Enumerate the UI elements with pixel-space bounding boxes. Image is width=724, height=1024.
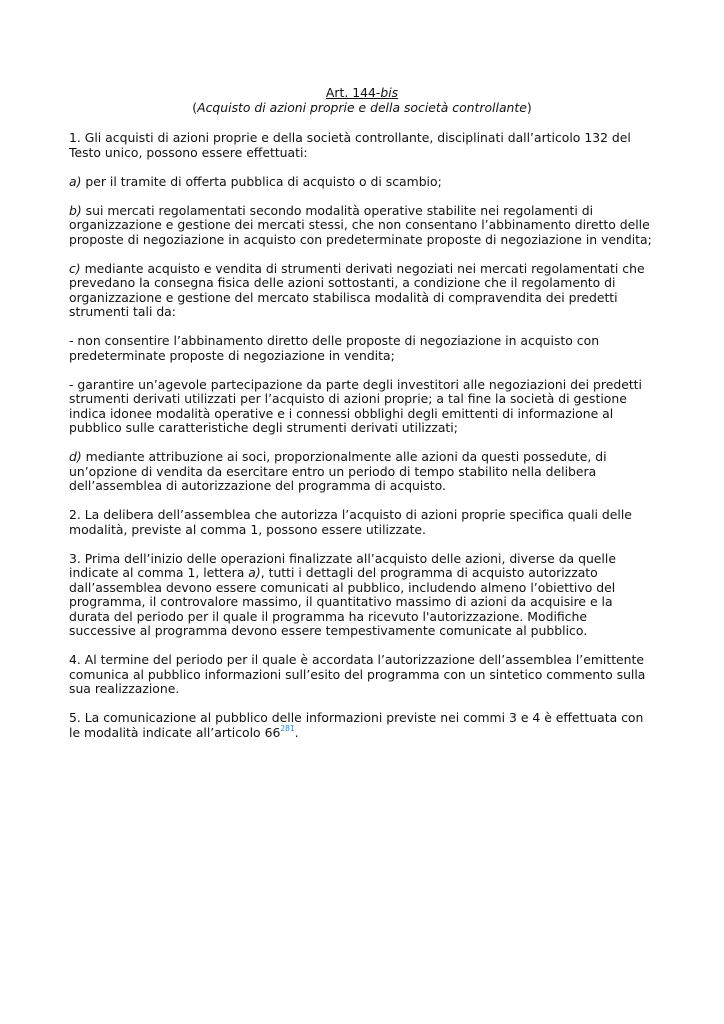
paragraph-5-end: . xyxy=(294,724,299,740)
item-b xyxy=(69,204,655,248)
paragraph-3-letter: a) xyxy=(248,565,261,580)
article-number: Art. 144- xyxy=(325,85,381,100)
paragraph-5 xyxy=(69,711,655,740)
item-d-label: d) xyxy=(69,449,82,464)
subtitle-text: Acquisto di azioni proprie e della società controllante xyxy=(197,99,527,115)
paragraph-3-start: 3. Prima dell’inizio delle operazioni finalizzate all’acquisto delle azioni, diverse da quelle indicate al comma 1, lettera xyxy=(69,550,616,580)
paragraph-2: 2. La delibera dell’assemblea che autorizza l’acquisto di azioni proprie specifica quali delle modalità, previste al comma 1, possono essere utilizzate. xyxy=(69,507,632,537)
item-d-text: mediante attribuzione ai soci, proporzionalmente alle azioni da questi possedute, di un’opzione di vendita da esercitare entro un periodo di tempo stabilito nella delibera dell’assemblea di autorizzazione del programma di acquisto. xyxy=(69,449,607,493)
paragraph-5-text: 5. La comunicazione al pubblico delle informazioni previste nei commi 3 e 4 è effettuata con le modalità indicate all’articolo 66 xyxy=(69,710,644,740)
article-suffix: bis xyxy=(380,85,399,100)
subtitle-close-paren: ) xyxy=(526,99,532,115)
article-header xyxy=(69,86,655,115)
article-subtitle xyxy=(69,101,655,116)
item-c-text: mediante acquisto e vendita di strumenti derivati negoziati nei mercati regolamentati che prevedano la consegna fisica delle azioni sottostanti, a condizione che il regolamento di organizzazione e gestione del mercato stabilisca modalità di compravendita dei predetti strumenti tali da: xyxy=(69,260,645,319)
document-page xyxy=(69,86,655,755)
item-a-label: a) xyxy=(69,173,82,189)
item-a xyxy=(69,175,655,190)
item-b-text: sui mercati regolamentati secondo modalità operative stabilite nei regolamenti di organizzazione e gestione dei mercati stessi, che non consentano l’abbinamento diretto delle proposte di negoziazione in acquisto con predeterminate proposte di negoziazione in vendita; xyxy=(69,202,652,247)
subtitle-open-paren: ( xyxy=(192,99,198,115)
item-c-label: c) xyxy=(69,260,81,276)
paragraph-4: 4. Al termine del periodo per il quale è accordata l’autorizzazione dell’assemblea l’emittente comunica al pubblico informazioni sull’esito del programma con un sintetico commento sulla sua realizzazione. xyxy=(69,652,646,696)
footnote-link[interactable]: 281 xyxy=(280,723,295,733)
paragraph-3 xyxy=(69,552,655,639)
dash-item-1: - non consentire l’abbinamento diretto delle proposte di negoziazione in acquisto con predeterminate proposte di negoziazione in vendita; xyxy=(69,333,600,363)
item-c xyxy=(69,262,655,320)
item-d xyxy=(69,450,655,494)
paragraph-1: 1. Gli acquisti di azioni proprie e della società controllante, disciplinati dall’articolo 132 del Testo unico, possono essere effettuati: xyxy=(69,130,631,160)
dash-item-2: - garantire un’agevole partecipazione da parte degli investitori alle negoziazioni dei predetti strumenti derivati utilizzati per l’acquisto di azioni proprie; a tal fine la società di gestione indica idonee modalità operative e i connessi obblighi degli emittenti di informazione al pubblico sulle caratteristiche degli strumenti derivati utilizzati; xyxy=(69,376,642,435)
item-b-label: b) xyxy=(69,202,82,218)
item-a-text: per il tramite di offerta pubblica di acquisto o di scambio; xyxy=(81,173,442,189)
paragraph-3-rest: , tutti i dettagli del programma di acquisto autorizzato dall’assemblea devono essere comunicati al pubblico, includendo almeno l’obiettivo del programma, il controvalore massimo, il quantitativo massimo di azioni da acquisire e la durata del periodo per il quale il programma ha ricevuto l'autorizzazione. Modifiche successive al programma devono essere tempestivamente comunicate al pubblico. xyxy=(69,565,616,638)
article-title xyxy=(69,86,655,101)
